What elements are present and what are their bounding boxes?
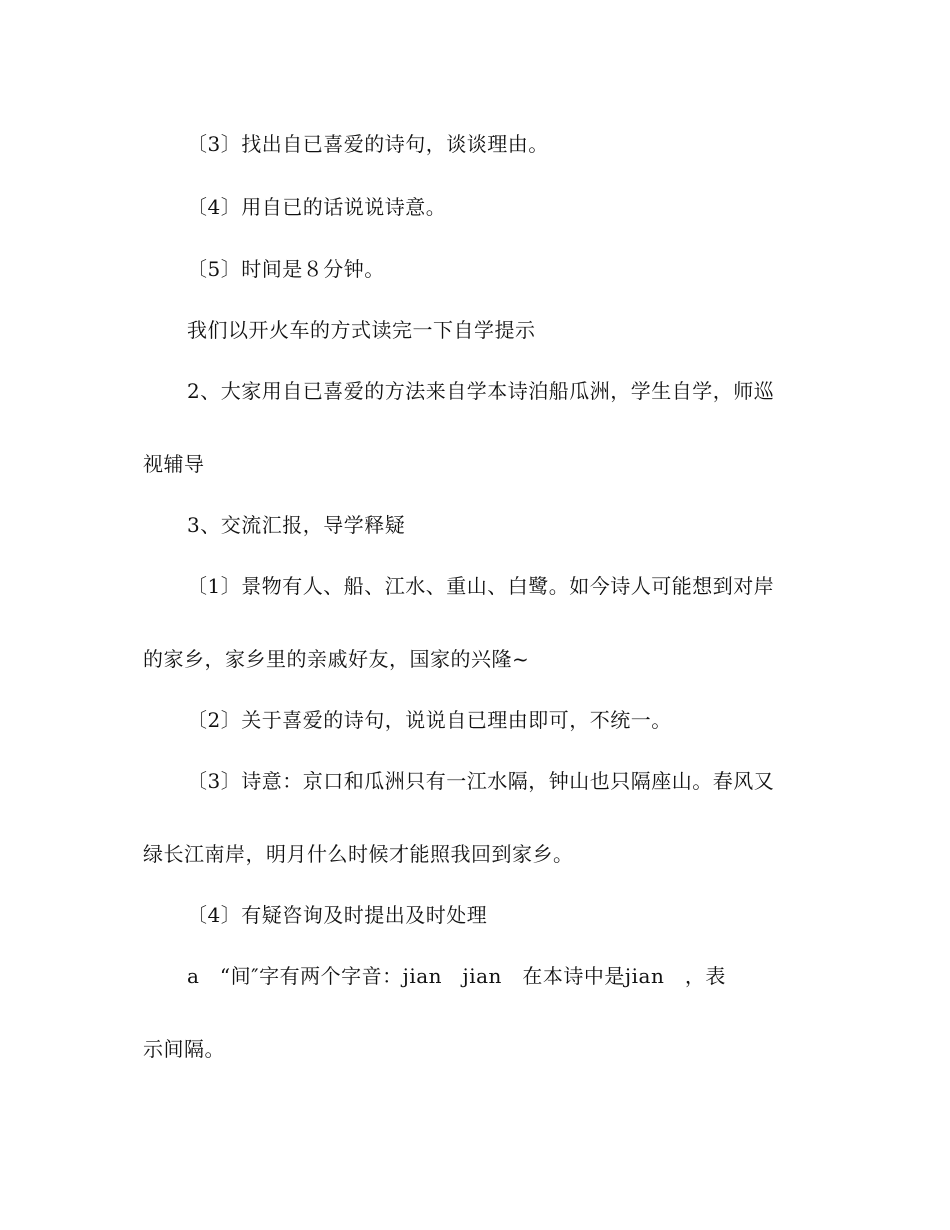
paragraph-line: 2、大家用自已喜爱的方法来自学本诗泊船瓜洲，学生自学，师巡: [187, 379, 775, 403]
paragraph-line: 示间隔。: [143, 1037, 225, 1061]
paragraph-line: 〔4〕有疑咨询及时提出及时处理: [187, 903, 488, 927]
paragraph-line: 〔5〕时间是８分钟。: [187, 257, 385, 281]
paragraph-line: 〔2〕关于喜爱的诗句，说说自已理由即可，不统一。: [187, 708, 672, 732]
paragraph-line: 视辅导: [143, 452, 205, 476]
paragraph-line: 〔3〕诗意：京口和瓜洲只有一江水隔，钟山也只隔座山。春风又: [187, 769, 775, 793]
paragraph-line: 绿长江南岸，明月什么时候才能照我回到家乡。: [143, 842, 574, 866]
paragraph-line: a “间″字有两个字音：jian jian 在本诗中是jian ，表: [187, 964, 726, 988]
paragraph-line: 〔4〕用自已的话说说诗意。: [187, 195, 447, 219]
paragraph-line: 3、交流汇报，导学释疑: [187, 513, 406, 537]
paragraph-line: 我们以开火车的方式读完一下自学提示: [187, 318, 536, 342]
paragraph-line: 的家乡，家乡里的亲戚好友，国家的兴隆~: [143, 647, 530, 671]
paragraph-line: 〔3〕找出自已喜爱的诗句，谈谈理由。: [187, 132, 549, 156]
paragraph-line: 〔1〕景物有人、船、江水、重山、白鹭。如今诗人可能想到对岸: [187, 574, 775, 598]
